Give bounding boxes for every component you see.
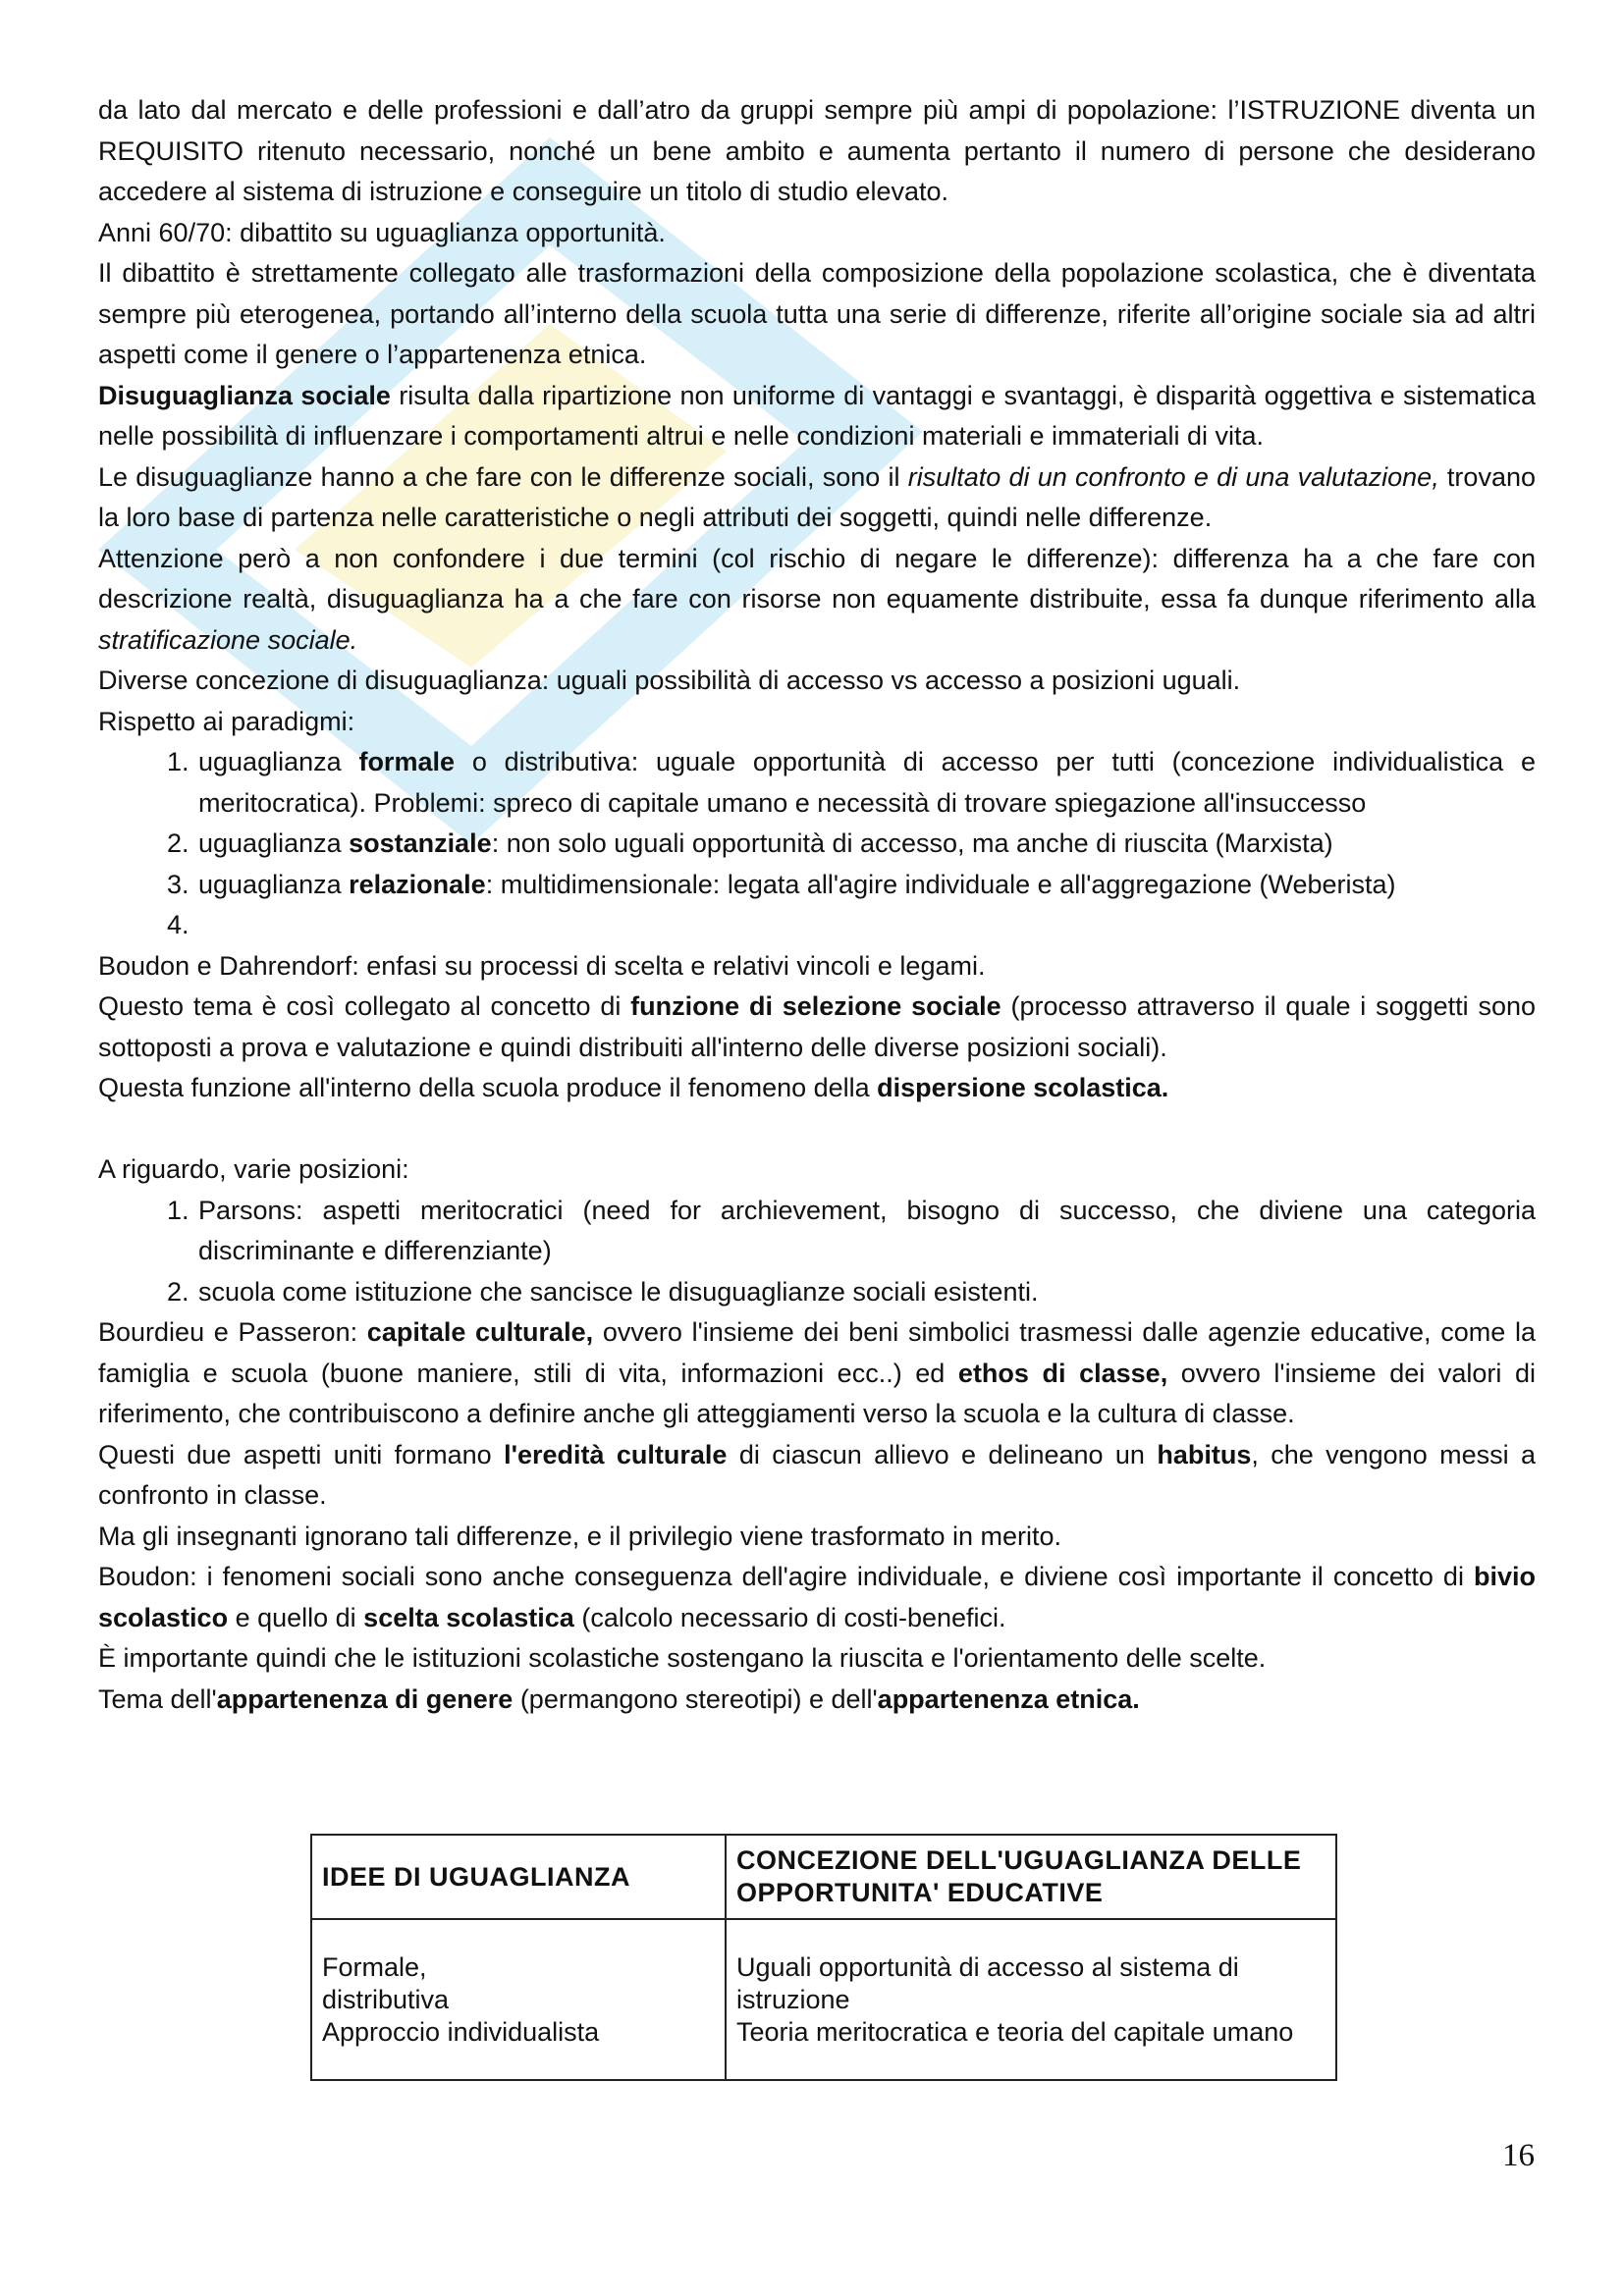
indented-paragraph: Ma gli insegnanti ignorano tali differenze, e il privilegio viene trasformato in merito. bbox=[98, 1521, 1062, 1551]
paragraph: Le disuguaglianze hanno a che fare con le differenze sociali, sono il risultato di un confronto e di una valutazione, trovano la loro base di partenza nelle caratteristiche o negli attributi dei soggetti, quindi nelle differenze. bbox=[98, 461, 1536, 532]
paragraph: Boudon: i fenomeni sociali sono anche conseguenza dell'agire individuale, e diviene così importante il concetto di bivio scolastico e quello di scelta scolastica (calcolo necessario di costi-benefici. bbox=[98, 1562, 1536, 1632]
table-header-row bbox=[311, 1835, 1336, 1919]
paragraph: Diverse concezione di disuguaglianza: uguali possibilità di accesso vs accesso a posizioni uguali. bbox=[98, 666, 1241, 695]
table-header-cell: IDEE DI UGUAGLIANZA bbox=[311, 1835, 726, 1919]
paragraph: da lato dal mercato e delle professioni e dall’atro da gruppi sempre più ampi di popolazione: l’ISTRUZIONE diventa un REQUISITO ritenuto necessario, nonché un bene ambito e aumenta pertanto il numero di persone che desiderano accedere al sistema di istruzione e conseguire un titolo di studio elevato. bbox=[98, 95, 1536, 206]
table-cell: Uguali opportunità di accesso al sistema di istruzione Teoria meritocratica e teoria del capitale umano bbox=[726, 1919, 1336, 2080]
paragraph: Disuguaglianza sociale risulta dalla ripartizione non uniforme di vantaggi e svantaggi, è disparità oggettiva e sistematica nelle possibilità di influenzare i comportamenti altrui e nelle condizioni materiali e immateriali di vita. bbox=[98, 380, 1536, 451]
paragraph: Anni 60/70: dibattito su uguaglianza opportunità. bbox=[98, 217, 666, 247]
indented-paragraph: Bourdieu e Passeron: capitale culturale, ovvero l'insieme dei beni simbolici trasmessi dalle agenzie educative, come la famiglia e scuola (buone maniere, stili di vita, informazioni ecc..) ed ethos di classe, ovvero l'insieme dei valori di riferimento, che contribuiscono a definire anche gli atteggiamenti verso la scuola e la cultura di classe. bbox=[98, 1317, 1537, 1428]
page-number: 16 bbox=[1502, 2138, 1535, 2173]
table-cell: Formale, distributiva Approccio individualista bbox=[311, 1919, 726, 2080]
paragraph: Rispetto ai paradigmi: bbox=[98, 706, 355, 736]
paragraph: A riguardo, varie posizioni: bbox=[98, 1154, 409, 1184]
paragraph: Attenzione però a non confondere i due termini (col rischio di negare le differenze): differenza ha a che fare con descrizione realtà, disuguaglianza ha a che fare con risorse non equamente distribuite, essa fa dunque riferimento alla stratificazione sociale. bbox=[98, 543, 1536, 655]
paragraph: Questa funzione all'interno della scuola produce il fenomeno della dispersione scolastica. bbox=[98, 1073, 1169, 1102]
table-row bbox=[311, 1919, 1336, 2080]
indented-paragraph: Questi due aspetti uniti formano l'eredità culturale di ciascun allievo e delineano un habitus, che vengono messi a confronto in classe. bbox=[98, 1439, 1536, 1510]
list-item-empty bbox=[196, 905, 1536, 946]
list-item: 2. uguaglianza sostanziale: non solo uguali opportunità di accesso, ma anche di riuscita (Marxista) bbox=[196, 824, 1536, 865]
list-item: 2. scuola come istituzione che sancisce le disuguaglianze sociali esistenti. bbox=[196, 1272, 1536, 1313]
blank-line bbox=[98, 1109, 1536, 1150]
document-body bbox=[98, 90, 1536, 1720]
table-header-cell: CONCEZIONE DELL'UGUAGLIANZA DELLE OPPORTUNITA' EDUCATIVE bbox=[726, 1835, 1336, 1919]
paragraph: Questo tema è così collegato al concetto di funzione di selezione sociale (processo attraverso il quale i soggetti sono sottoposti a prova e valutazione e quindi distribuiti all'interno delle diverse posizioni sociali). bbox=[98, 991, 1537, 1062]
paragraph: È importante quindi che le istituzioni scolastiche sostengano la riuscita e l'orientamento delle scelte. bbox=[98, 1643, 1267, 1673]
paragraph: Tema dell'appartenenza di genere (permangono stereotipi) e dell'appartenenza etnica. bbox=[98, 1683, 1140, 1714]
list-item: 1. Parsons: aspetti meritocratici (need for archievement, bisogno di successo, che diviene una categoria discriminante e differenziante) bbox=[196, 1191, 1536, 1272]
list-item: 3. uguaglianza relazionale: multidimensionale: legata all'agire individuale e all'aggregazione (Weberista) bbox=[196, 865, 1536, 906]
paragraph: Il dibattito è strettamente collegato alle trasformazioni della composizione della popolazione scolastica, che è diventata sempre più eterogenea, portando all’interno della scuola tutta una serie di differenze, riferite all’origine sociale sia ad altri aspetti come il genere o l’appartenenza etnica. bbox=[98, 258, 1536, 369]
positions-list bbox=[98, 1191, 1536, 1313]
paradigm-list bbox=[98, 742, 1536, 946]
paragraph: Boudon e Dahrendorf: enfasi su processi di scelta e relativi vincoli e legami. bbox=[98, 950, 986, 981]
list-item: 1. uguaglianza formale o distributiva: uguale opportunità di accesso per tutti (concezione individualistica e meritocratica). Problemi: spreco di capitale umano e necessità di trovare spiegazione all'insuccesso bbox=[196, 742, 1536, 824]
equality-table bbox=[310, 1834, 1337, 2081]
